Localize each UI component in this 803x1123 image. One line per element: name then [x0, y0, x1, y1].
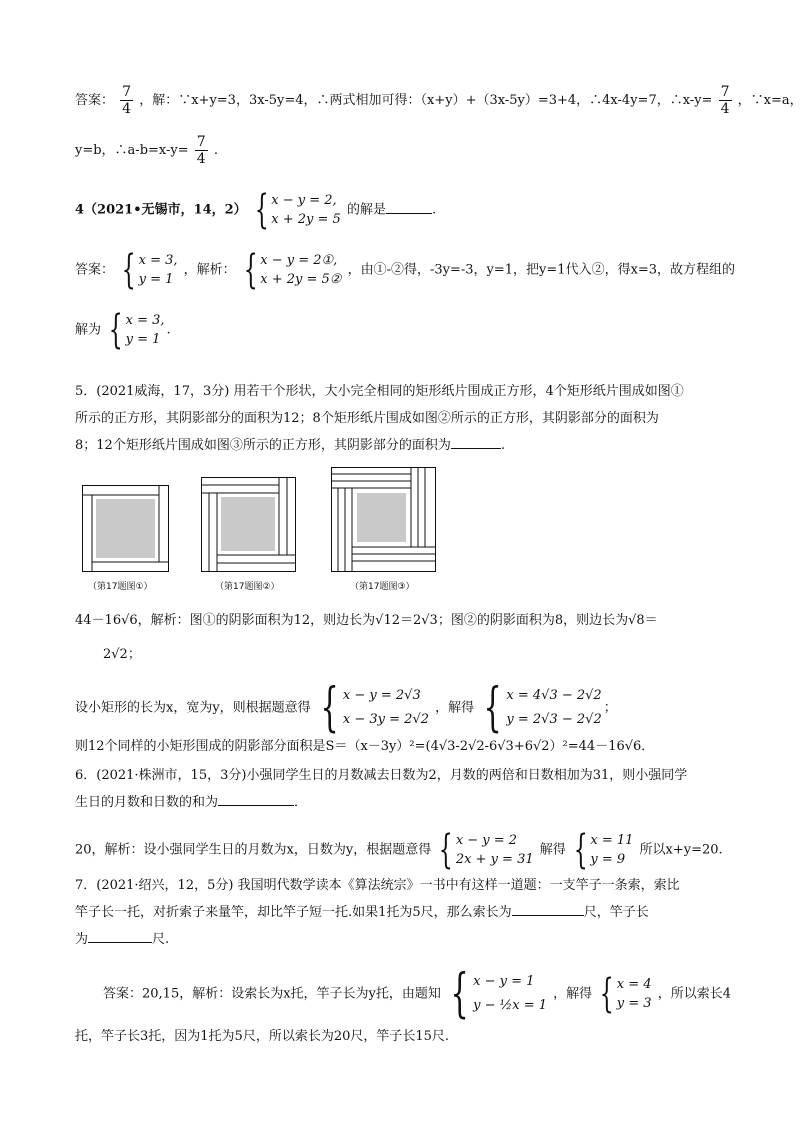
equation: x = 3,: [125, 313, 165, 328]
equation: x − y = 2√3: [342, 688, 421, 703]
question-line: [75, 432, 725, 459]
question-line: 6．(2021·株洲市，15，3分)小强同学生日的月数减去日数为2，月数的两倍和日数相加为31，则小强同学: [75, 768, 688, 783]
p5-answer-line2: 2√2；: [103, 647, 141, 662]
equation: x = 4: [616, 977, 652, 992]
equation: x = 11: [590, 833, 634, 848]
fraction: [719, 84, 732, 117]
equation: y = 9: [590, 852, 626, 867]
solution-text: 解为: [75, 322, 102, 338]
p7-question: [75, 872, 725, 953]
numerator: 7: [720, 84, 730, 100]
punctuation: .: [166, 322, 171, 338]
solution-text: 答案：20,15，解析：设索长为x托，竿子长为y托，由题知: [103, 986, 441, 1002]
solution-text: y=b，∴a-b=x-y=: [75, 143, 189, 158]
equation: x − y = 2: [455, 833, 518, 848]
equation-system: { x = 4√3 − 2√2 y = 2√3 − 2√2: [483, 678, 602, 738]
question-line: [75, 789, 725, 816]
equation: x = 4√3 − 2√2: [506, 688, 602, 703]
solution-text: 解得: [539, 842, 566, 858]
question-text: 的解是: [346, 202, 386, 218]
equation: x + 2y = 5: [271, 212, 341, 227]
equation-system: { x − y = 2√3 x − 3y = 2√2: [320, 678, 430, 738]
equation-system: { x − y = 2①, x + 2y = 5②: [243, 247, 342, 293]
p4-answer: [75, 247, 736, 293]
solution-text: ，由①-②得，-3y=-3，y=1，把y=1代入②，得x=3，故方程组的: [347, 262, 736, 278]
p5-answer-line1: 44－16√6，解析：图①的阴影面积为12，则边长为√12＝2√3；图②的阴影面积为8，则边长为√8＝: [75, 613, 658, 628]
p5-answer-line3: [75, 678, 725, 738]
question-text: 尺，竿子长: [583, 905, 649, 920]
question-source: 4（2021•无锡市，14，2）: [75, 202, 247, 218]
equation-system: { x = 3, y = 1: [121, 247, 178, 293]
denominator: 4: [720, 101, 730, 117]
fraction: [120, 84, 133, 117]
figure-caption: （第17题图①）: [88, 582, 153, 592]
equation: y = 1: [138, 272, 174, 287]
equation-system: { x = 4 y = 3: [600, 971, 652, 1017]
equation: y = 1: [125, 332, 161, 347]
equation-system: { x = 3, y = 1: [108, 307, 165, 353]
equation: x − 3y = 2√2: [342, 712, 430, 727]
solution-text: ，解得: [435, 700, 475, 716]
equation: y = 3: [616, 996, 652, 1011]
answer-blank: [88, 930, 152, 943]
question-text: 竿子长一托，对折索子来量竿，却比竿子短一托.如果1托为5尺，那么索长为: [75, 905, 512, 920]
figure-1: [82, 485, 169, 572]
punctuation: .: [431, 202, 437, 218]
solution-text: 设小矩形的长为x，宽为y，则根据题意得: [75, 700, 311, 716]
equation: 2x + y = 31: [455, 852, 534, 867]
p7-answer: [103, 964, 731, 1024]
answer-blank: [386, 201, 432, 214]
question-line: [75, 899, 725, 926]
solution-text: 20，解析：设小强同学生日的月数为x，日数为y，根据题意得: [75, 842, 432, 858]
solution-text: ，解得: [553, 986, 593, 1002]
solution-text: ，解：∵x+y=3，3x-5y=4，∴两式相加可得：（x+y）+（3x-5y）=3+4，∴4x-4y=7，∴x-y=: [139, 93, 713, 108]
figure-2: [201, 477, 296, 572]
question-text: 尺.: [152, 932, 170, 947]
equation: x − y = 1: [473, 974, 535, 989]
equation: x − y = 2,: [271, 193, 337, 208]
punctuation: ．: [294, 795, 308, 810]
equation: x − y = 2①,: [260, 253, 338, 268]
p4-question: [75, 187, 725, 233]
answer-blank: [218, 793, 294, 806]
question-line: 5．(2021威海，17，3分) 用若干个形状，大小完全相同的矩形纸片围成正方形，4个矩形纸片围成如图①: [75, 384, 684, 399]
punctuation: ；: [603, 700, 617, 716]
equation: x = 3,: [138, 253, 178, 268]
equation: y = 2√3 − 2√2: [506, 712, 602, 727]
p4-solution: [75, 307, 725, 353]
equation-system: { x − y = 2, x + 2y = 5: [254, 187, 341, 233]
denominator: 4: [196, 151, 206, 167]
equation: x + 2y = 5②: [260, 272, 342, 287]
figure-caption: （第17题图③）: [350, 582, 415, 592]
solution-text: .: [213, 143, 218, 158]
answer-label: 答案：: [75, 93, 115, 108]
p6-question: [75, 762, 725, 816]
p3-answer-line2: [75, 134, 725, 167]
answer-blank: [451, 436, 501, 449]
question-text: 生日的月数和日数的和为: [75, 795, 219, 810]
numerator: 7: [196, 134, 206, 150]
solution-text: ，解析：: [183, 262, 236, 278]
denominator: 4: [122, 101, 132, 117]
equation-system: { x − y = 1 y − ½x = 1: [450, 964, 548, 1024]
question-line: [75, 926, 725, 953]
fraction: [195, 134, 208, 167]
question-text: 8；12个矩形纸片围成如图③所示的正方形，其阴影部分的面积为: [75, 438, 451, 453]
equation: y − ½x = 1: [473, 998, 548, 1013]
punctuation: .: [500, 438, 505, 453]
p5-question: [75, 378, 725, 459]
solution-text: ，∵x=a，: [737, 93, 803, 108]
solution-text: ，所以索长4: [657, 986, 731, 1002]
question-text: 为: [75, 932, 89, 947]
p3-answer-line1: [75, 84, 803, 117]
numerator: 7: [122, 84, 132, 100]
p6-answer: [75, 827, 725, 873]
answer-label: 答案：: [75, 262, 115, 278]
p7-answer-line2: 托，竿子长3托，因为1托为5尺，所以索长为20尺，竿子长15尺.: [75, 1029, 450, 1044]
question-line: 所示的正方形，其阴影部分的面积为12；8个矩形纸片围成如图②所示的正方形，其阴影部分的面积为: [75, 411, 659, 426]
figure-3: [331, 467, 436, 572]
question-line: 7．(2021·绍兴，12，5分) 我国明代数学读本《算法统宗》一书中有这样一道题：一支竿子一条索，索比: [75, 878, 680, 893]
solution-text: 所以x+y=20.: [639, 842, 723, 858]
equation-system: { x − y = 2 2x + y = 31: [439, 827, 534, 873]
answer-blank: [512, 903, 584, 916]
figure-caption: （第17题图②）: [215, 582, 280, 592]
p5-answer-line4: 则12个同样的小矩形围成的阴影部分面积是S＝（x－3y）²=(4√3-2√2-6√3+6√2）²=44－16√6．: [75, 739, 655, 754]
equation-system: { x = 11 y = 9: [573, 827, 634, 873]
